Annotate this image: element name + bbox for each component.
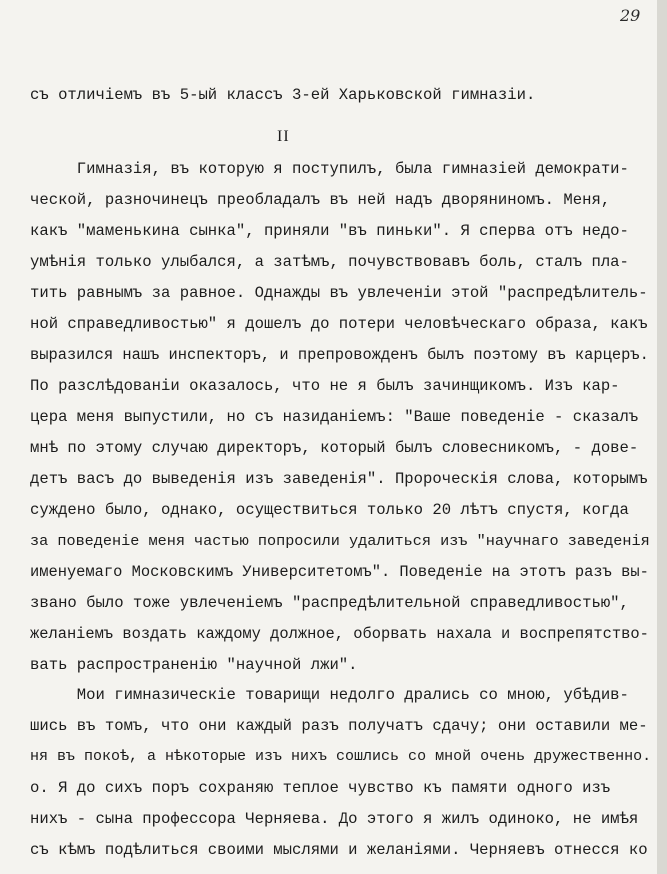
text-line: звано было тоже увлеченіемъ "распредѣлительной справедливостью", — [30, 594, 629, 612]
text-line: шись въ томъ, что они каждый разъ получатъ сдачу; они оставили ме- — [30, 717, 648, 735]
text-line: тить равнымъ за равное. Однажды въ увлеченіи этой "распредѣлитель- — [30, 284, 648, 302]
text-line: какъ "маменькина сынка", приняли "въ пиньки". Я сперва отъ недо- — [30, 222, 629, 240]
text-line: цера меня выпустили, но съ назиданіемъ: "Ваше поведеніе - сказалъ — [30, 408, 639, 426]
text-line: суждено было, однако, осуществиться только 20 лѣтъ спустя, когда — [30, 501, 629, 519]
text-line: мнѣ по этому случаю директоръ, который былъ словесникомъ, - дове- — [30, 439, 639, 457]
text-line: Гимназія, въ которую я поступилъ, была гимназіей демократи- — [30, 160, 629, 178]
text-line: именуемаго Московскимъ Университетомъ". Поведеніе на этотъ разъ вы- — [30, 563, 649, 581]
text-line: за поведеніе меня частью попросили удалиться изъ "научнаго заведенія — [30, 532, 650, 550]
text-line: ческой, разночинецъ преобладалъ въ ней надъ дворяниномъ. Меня, — [30, 191, 611, 209]
section-heading: II — [277, 128, 290, 145]
text-line: умѣнія только улыбался, а затѣмъ, почувствовавъ боль, сталъ пла- — [30, 253, 629, 271]
text-line: нихъ - сына профессора Черняева. До этого я жилъ одиноко, не имѣя — [30, 810, 639, 828]
text-line: о. Я до сихъ поръ сохраняю теплое чувство къ памяти одного изъ — [30, 779, 611, 797]
text-line: выразился нашъ инспекторъ, и препровожденъ былъ поэтому въ карцеръ. — [30, 346, 649, 364]
text-line: ня въ покоѣ, а нѣкоторые изъ нихъ сошлись со мной очень дружественно. — [30, 748, 652, 765]
text-line: съ кѣмъ подѣлиться своими мыслями и желаніями. Черняевъ отнесся ко — [30, 841, 648, 859]
text-line: детъ васъ до выведенія изъ заведенія". Пророческія слова, которымъ — [30, 470, 648, 488]
page-number: 29 — [620, 6, 641, 25]
text-line: желаніемъ воздать каждому должное, оборвать нахала и воспрепятство- — [30, 625, 649, 643]
text-line: вать распространенію "научной лжи". — [30, 656, 358, 674]
scan-edge — [657, 0, 667, 874]
text-line: съ отличіемъ въ 5-ый классъ 3-ей Харьковской гимназіи. — [30, 86, 536, 104]
text-line: По разслѣдованіи оказалось, что не я былъ зачинщикомъ. Изъ кар- — [30, 377, 620, 395]
text-line: ной справедливостью" я дошелъ до потери человѣческаго образа, какъ — [30, 315, 648, 333]
text-line: Мои гимназическіе товарищи недолго дрались со мною, убѣдив- — [30, 686, 629, 704]
